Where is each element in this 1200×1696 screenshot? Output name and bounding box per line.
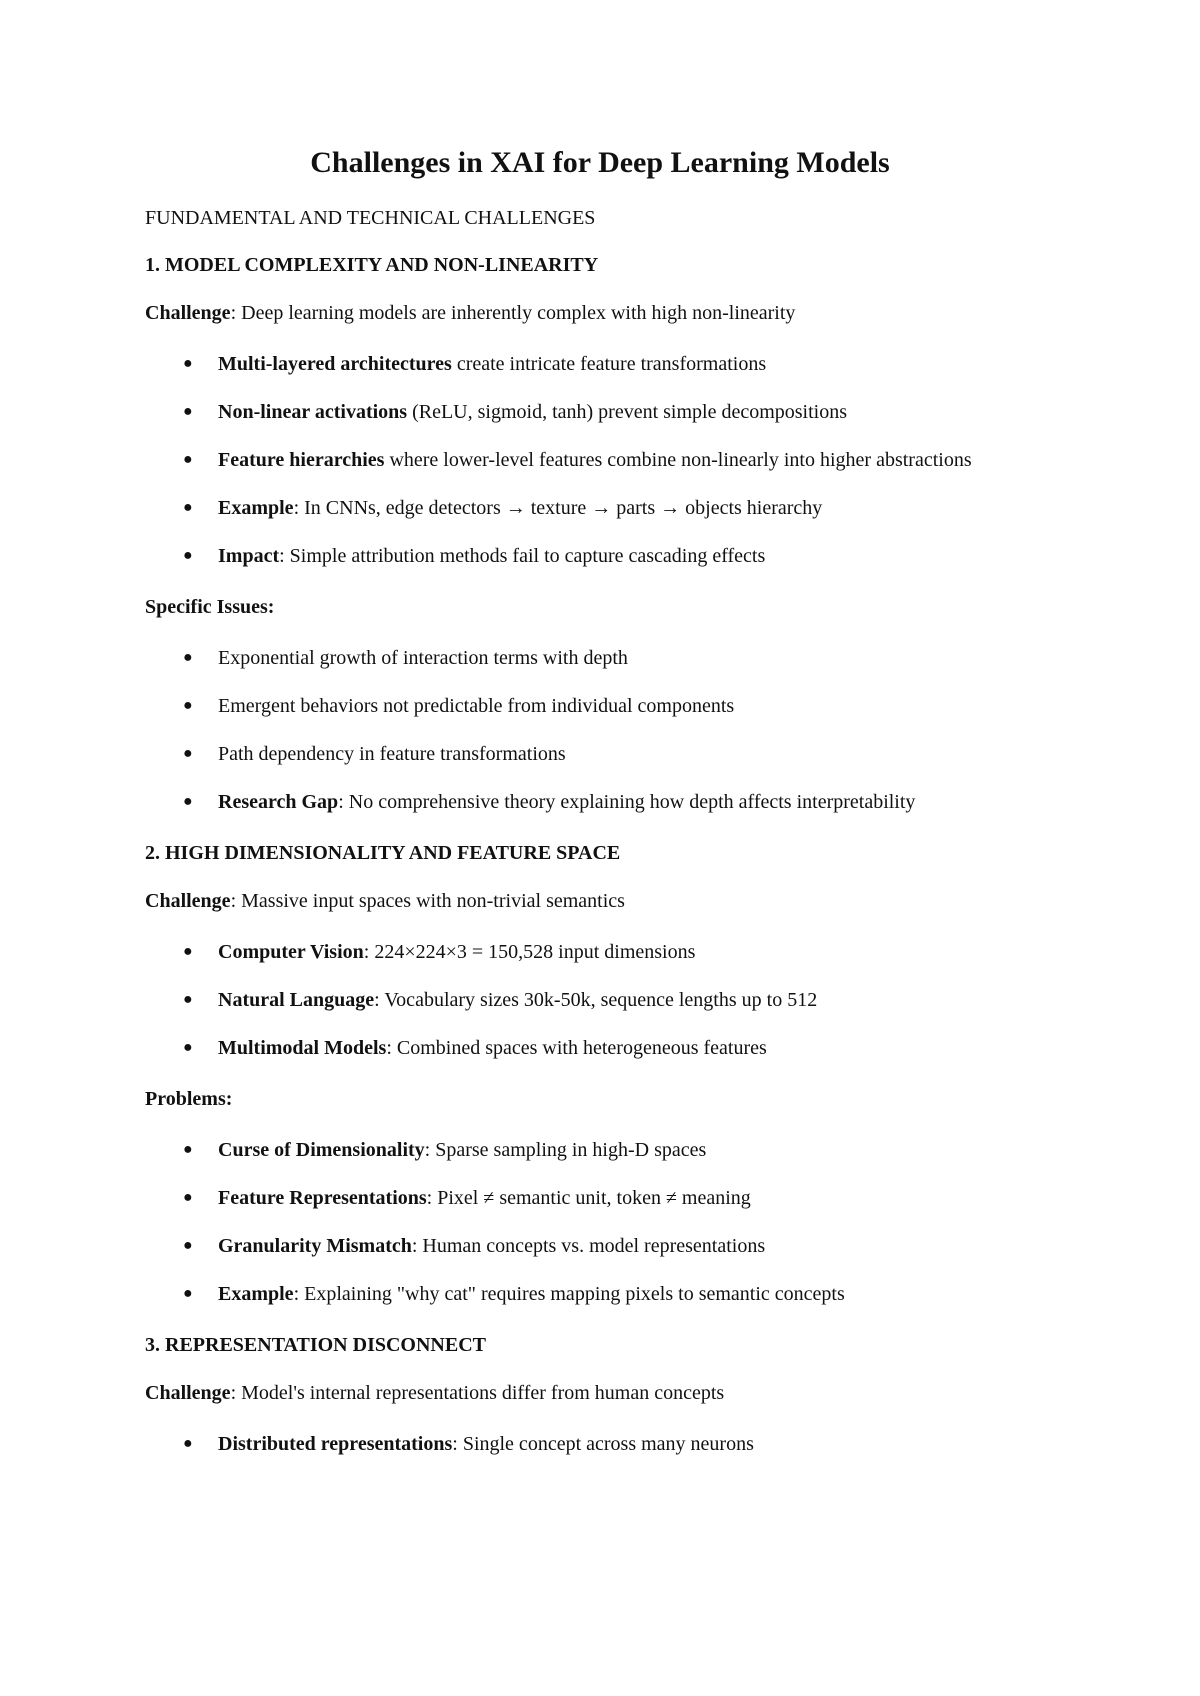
list-item-text: Emergent behaviors not predictable from individual components — [218, 695, 735, 717]
list-item — [145, 444, 1045, 476]
list-item-term: Non-linear activations — [218, 401, 408, 423]
list-item-text: where lower-level features combine non-linearly into higher abstractions — [384, 449, 972, 471]
bullet-list — [145, 1134, 1045, 1310]
list-item-text: (ReLU, sigmoid, tanh) prevent simple decompositions — [407, 401, 848, 423]
section-representation-disconnect — [145, 1332, 1045, 1460]
list-item — [145, 348, 1045, 380]
list-item — [145, 936, 1045, 968]
challenge-label: Challenge — [145, 1382, 231, 1404]
list-item-text: : Explaining "why cat" requires mapping pixels to semantic concepts — [293, 1283, 845, 1305]
bullet-icon: ● — [183, 547, 193, 564]
list-item-term: Granularity Mismatch — [218, 1235, 412, 1257]
challenge-text: : Massive input spaces with non-trivial semantics — [230, 890, 625, 912]
sub-heading: Problems: — [145, 1088, 233, 1110]
bullet-icon: ● — [183, 451, 193, 468]
list-item-term: Research Gap — [218, 791, 339, 813]
list-item-term: Computer Vision — [218, 941, 364, 963]
challenge-text: : Model's internal representations differ from human concepts — [230, 1382, 725, 1404]
sub-heading: Specific Issues: — [145, 596, 275, 618]
section-heading: 3. REPRESENTATION DISCONNECT — [145, 1334, 486, 1356]
list-item-text: create intricate feature transformations — [451, 353, 767, 375]
bullet-icon: ● — [183, 355, 193, 372]
list-item-text: : No comprehensive theory explaining how depth affects interpretability — [338, 791, 916, 813]
list-item-text: : Combined spaces with heterogeneous features — [386, 1037, 767, 1059]
document-body — [145, 252, 1045, 1482]
list-item-text: : Human concepts vs. model representations — [411, 1235, 766, 1257]
bullet-icon: ● — [183, 991, 193, 1008]
bullet-icon: ● — [183, 1189, 193, 1206]
bullet-list — [145, 936, 1045, 1064]
list-item-text: : Simple attribution methods fail to capture cascading effects — [279, 545, 766, 567]
list-item — [145, 1032, 1045, 1064]
bullet-icon: ● — [183, 793, 193, 810]
list-item — [145, 1182, 1045, 1214]
list-item — [145, 984, 1045, 1016]
list-item — [145, 1230, 1045, 1262]
bullet-icon: ● — [183, 1435, 193, 1452]
section-label: FUNDAMENTAL AND TECHNICAL CHALLENGES — [145, 207, 596, 229]
list-item-text: : Pixel ≠ semantic unit, token ≠ meaning — [426, 1187, 751, 1209]
list-item-term: Distributed representations — [218, 1433, 453, 1455]
list-item-term: Feature Representations — [218, 1187, 427, 1209]
list-item-text: : Single concept across many neurons — [452, 1433, 754, 1455]
challenge-label: Challenge — [145, 890, 231, 912]
list-item-term: Multi-layered architectures — [218, 353, 452, 375]
list-item-text: : In CNNs, edge detectors → texture → parts → objects hierarchy — [293, 497, 823, 519]
list-item-text: : Vocabulary sizes 30k-50k, sequence lengths up to 512 — [374, 989, 818, 1011]
list-item-term: Example — [218, 497, 294, 519]
list-item-text: : 224×224×3 = 150,528 input dimensions — [363, 941, 696, 963]
bullet-icon: ● — [183, 943, 193, 960]
section-heading: 1. MODEL COMPLEXITY AND NON-LINEARITY — [145, 254, 599, 276]
list-item-term: Multimodal Models — [218, 1037, 387, 1059]
challenge-label: Challenge — [145, 302, 231, 324]
bullet-list — [145, 1428, 1045, 1460]
document-title: Challenges in XAI for Deep Learning Models — [310, 146, 890, 179]
list-item — [145, 1278, 1045, 1310]
list-item-term: Impact — [218, 545, 280, 567]
list-item — [145, 642, 1045, 674]
section-model-complexity — [145, 252, 1045, 818]
section-high-dimensionality — [145, 840, 1045, 1310]
bullet-icon: ● — [183, 1237, 193, 1254]
list-item — [145, 540, 1045, 572]
bullet-icon: ● — [183, 1039, 193, 1056]
bullet-icon: ● — [183, 1285, 193, 1302]
bullet-list — [145, 348, 1045, 572]
list-item-term: Natural Language — [218, 989, 375, 1011]
list-item-text: Exponential growth of interaction terms with depth — [218, 647, 628, 669]
section-heading: 2. HIGH DIMENSIONALITY AND FEATURE SPACE — [145, 842, 621, 864]
list-item — [145, 1428, 1045, 1460]
list-item — [145, 1134, 1045, 1166]
challenge-paragraph — [145, 300, 1045, 326]
bullet-icon: ● — [183, 649, 193, 666]
list-item-term: Curse of Dimensionality — [218, 1139, 425, 1161]
challenge-paragraph — [145, 888, 1045, 914]
list-item — [145, 492, 1045, 524]
list-item-term: Feature hierarchies — [218, 449, 385, 471]
bullet-icon: ● — [183, 745, 193, 762]
list-item — [145, 690, 1045, 722]
bullet-list — [145, 642, 1045, 818]
list-item-text: : Sparse sampling in high-D spaces — [424, 1139, 707, 1161]
challenge-paragraph — [145, 1380, 1045, 1406]
list-item — [145, 738, 1045, 770]
list-item — [145, 396, 1045, 428]
bullet-icon: ● — [183, 697, 193, 714]
bullet-icon: ● — [183, 499, 193, 516]
bullet-icon: ● — [183, 403, 193, 420]
bullet-icon: ● — [183, 1141, 193, 1158]
list-item-term: Example — [218, 1283, 294, 1305]
challenge-text: : Deep learning models are inherently complex with high non-linearity — [230, 302, 796, 324]
list-item — [145, 786, 1045, 818]
list-item-text: Path dependency in feature transformations — [218, 743, 566, 765]
